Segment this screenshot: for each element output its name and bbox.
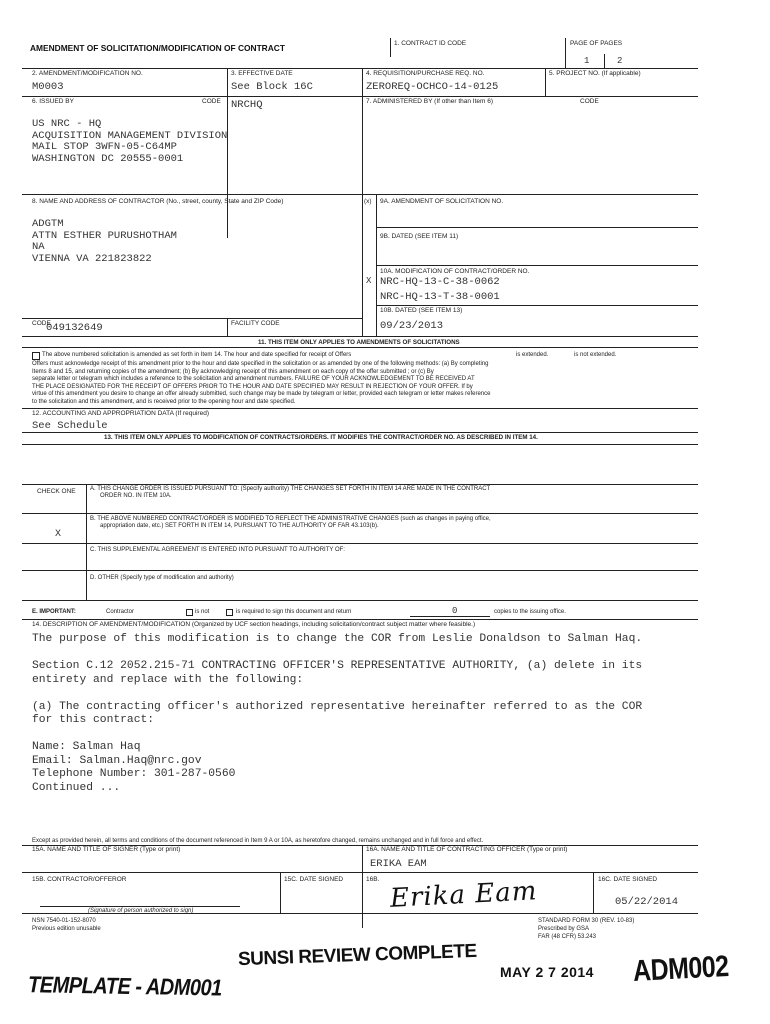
signature-caption: (Signature of person authorized to sign) — [88, 908, 194, 914]
form-title: AMENDMENT OF SOLICITATION/MODIFICATION OF CONTRACT — [30, 43, 285, 53]
contract-id-label: 1. CONTRACT ID CODE — [394, 40, 467, 47]
dated-10b-value: 09/23/2013 — [380, 320, 444, 332]
item13-b-line1: B. THE ABOVE NUMBERED CONTRACT/ORDER IS MODIFIED TO REFLECT THE ADMINISTRATIVE CHANGES (such as changes in paying office, — [90, 516, 491, 522]
issued-code-value: NRCHQ — [231, 99, 263, 111]
adm-stamp: ADM002 — [632, 949, 730, 989]
effective-date-label: 3. EFFECTIVE DATE — [231, 70, 293, 77]
dated-10b-label: 10B. DATED (SEE ITEM 13) — [380, 307, 463, 314]
standard-form-text: STANDARD FORM 30 (REV. 10-83) — [538, 918, 635, 924]
except-text: Except as provided herein, all terms and conditions of the document referenced in Item 9 A or 10A, as heretofore changed, remains unchanged and in full force and effect. — [32, 838, 484, 844]
far-text: FAR (48 CFR) 53.243 — [538, 934, 597, 940]
modification-10a-value2: NRC-HQ-13-T-38-0001 — [380, 291, 500, 303]
accounting-data-value: See Schedule — [32, 420, 108, 432]
template-stamp: TEMPLATE - ADM001 — [27, 972, 222, 1002]
contractor-code-label: CODE — [32, 320, 51, 327]
important-is-required: is required to sign this document and return — [236, 609, 352, 615]
item14-label: 14. DESCRIPTION OF AMENDMENT/MODIFICATION (Organized by UCF section headings, including solicitation/contract subject matter where feasible.) — [32, 621, 476, 628]
issued-by-label: 6. ISSUED BY — [32, 98, 74, 105]
item11-text: Offers must acknowledge receipt of this amendment prior to the hour and date specified in the solicitation or as amended by one of the following methods: (a) By completing Items 8 and 15, and returning copies of the amendment; (b) By acknowledging receipt of this amendment on each copy of the offer submitted ; or (c) By separate letter or telegram which includes a reference to the solicitation and amendment numbers. FAILURE OF YOUR ACKNOWLEDGEMENT TO BE RECEIVED AT THE PLACE DESIGNATED FOR THE RECEIPT OF OFFERS PRIOR TO THE HOUR AND DATE SPECIFIED MAY RESULT IN REJECTION OF YOUR OFFER. If by virtue of this amendment you desire to change an offer already submitted, such change may be made by telegram or letter, provided each telegram or letter makes reference to the solicitation and this amendment, and is received prior to the opening hour and date specified. — [32, 361, 491, 405]
issuer-address: US NRC - HQ ACQUISITION MANAGEMENT DIVISION MAIL STOP 3WFN-05-C64MP WASHINGTON DC 20555-0001 — [32, 118, 228, 165]
item13-header: 13. THIS ITEM ONLY APPLIES TO MODIFICATION OF CONTRACTS/ORDERS. IT MODIFIES THE CONTRACT/ORDER NO. AS DESCRIBED IN ITEM 14. — [104, 434, 538, 441]
page-total: 2 — [617, 56, 623, 66]
contractor-code-value: 049132649 — [46, 322, 103, 334]
is-extended-text: is extended. — [516, 352, 549, 358]
amendment-9a-label: 9A. AMENDMENT OF SOLICITATION NO. — [380, 198, 504, 205]
officer-16a-label: 16A. NAME AND TITLE OF CONTRACTING OFFICER (Type or print) — [366, 846, 568, 853]
prescribed-text: Prescribed by GSA — [538, 926, 590, 932]
accounting-data-label: 12. ACCOUNTING AND APPROPRIATION DATA (If required) — [32, 410, 209, 417]
issued-code-label: CODE — [202, 98, 221, 105]
copies-value: 0 — [452, 606, 458, 616]
previous-edition-text: Previous edition unusable — [32, 926, 101, 932]
item14-description: The purpose of this modification is to change the COR from Leslie Donaldson to Salman Haq. Section C.12 2052.215-71 CONTRACTING OFFICER'S REPRESENTATIVE AUTHORITY, (a) delete in its entirety and replace with the following: (a) The contracting officer's authorized representative hereinafter referred to as the COR for this contract: Name: Salman Haq Email: Salman.Haq@nrc.gov Telephone Number: 301-287-0560 Continued ... — [32, 633, 643, 794]
important-contractor: Contractor — [106, 609, 135, 615]
effective-date-value: See Block 16C — [231, 81, 313, 93]
item11-checkbox[interactable] — [32, 352, 40, 360]
requisition-label: 4. REQUISITION/PURCHASE REQ. NO. — [366, 70, 485, 77]
contractor-label: 8. NAME AND ADDRESS OF CONTRACTOR (No., street, county, State and ZIP Code) — [32, 198, 284, 205]
item13-c-line: C. THIS SUPPLEMENTAL AGREEMENT IS ENTERED INTO PURSUANT TO AUTHORITY OF: — [90, 547, 345, 553]
date-15c-label: 15C. DATE SIGNED — [284, 876, 344, 883]
facility-code-label: FACILITY CODE — [231, 320, 280, 327]
nsn-text: NSN 7540-01-152-8070 — [32, 918, 96, 924]
date-16c-value: 05/22/2014 — [615, 896, 679, 908]
modification-10a-label: 10A. MODIFICATION OF CONTRACT/ORDER NO. — [380, 268, 530, 275]
item13-d-line: D. OTHER (Specify type of modification and authority) — [90, 575, 234, 581]
page-label: PAGE OF PAGES — [570, 40, 623, 47]
item11-header: 11. THIS ITEM ONLY APPLIES TO AMENDMENTS OF SOLICITATIONS — [258, 339, 460, 346]
check-one-label: CHECK ONE — [37, 488, 76, 495]
officer-16a-value: ERIKA EAM — [370, 858, 427, 870]
requisition-value: ZEROREQ-OCHCO-14-0125 — [366, 81, 499, 93]
contractor-15b-label: 15B. CONTRACTOR/OFFEROR — [32, 876, 127, 883]
important-label: E. IMPORTANT: — [32, 609, 76, 615]
is-not-checkbox[interactable] — [186, 609, 193, 616]
x-column-label: (x) — [364, 198, 372, 205]
sunsi-review-stamp: SUNSI REVIEW COMPLETE — [237, 940, 477, 971]
is-required-checkbox[interactable] — [226, 609, 233, 616]
administered-by-label: 7. ADMINISTERED BY (If other than Item 6) — [366, 98, 494, 105]
item13-a-line2: ORDER NO. IN ITEM 10A. — [100, 493, 172, 499]
important-is-not: is not — [195, 609, 210, 615]
date-stamp: MAY 2 7 2014 — [500, 964, 594, 980]
item13-b-line2: appropriation date, etc.) SET FORTH IN ITEM 14, PURSUANT TO THE AUTHORITY OF FAR 43.103(b). — [100, 523, 379, 529]
date-16c-label: 16C. DATE SIGNED — [598, 876, 658, 883]
admin-code-label: CODE — [580, 98, 599, 105]
item11-line1: The above numbered solicitation is amended as set forth in Item 14. The hour and date specified for receipt of Offers — [42, 352, 352, 358]
officer-16b-label: 16B. — [366, 876, 380, 883]
not-extended-text: is not extended. — [574, 352, 617, 358]
officer-signature: Erika Eam — [389, 876, 539, 914]
amendment-no-label: 2. AMENDMENT/MODIFICATION NO. — [32, 70, 143, 77]
item13-a-line1: A. THIS CHANGE ORDER IS ISSUED PURSUANT TO: (Specify authority) THE CHANGES SET FORTH IN ITEM 14 ARE MADE IN THE CONTRACT — [90, 486, 491, 492]
important-copies-text: copies to the issuing office. — [494, 609, 566, 615]
x-mark-10a: X — [366, 276, 372, 286]
contractor-address: ADGTM ATTN ESTHER PURUSHOTHAM NA VIENNA VA 221823822 — [32, 218, 177, 265]
page-number: 1 — [584, 56, 590, 66]
project-no-label: 5. PROJECT NO. (If applicable) — [549, 70, 641, 77]
amendment-no-value: M0003 — [32, 81, 64, 93]
item13-b-mark: X — [55, 529, 62, 540]
signer-15a-label: 15A. NAME AND TITLE OF SIGNER (Type or print) — [32, 846, 181, 853]
dated-9b-label: 9B. DATED (SEE ITEM 11) — [380, 233, 459, 240]
modification-10a-value1: NRC-HQ-13-C-38-0062 — [380, 276, 500, 288]
